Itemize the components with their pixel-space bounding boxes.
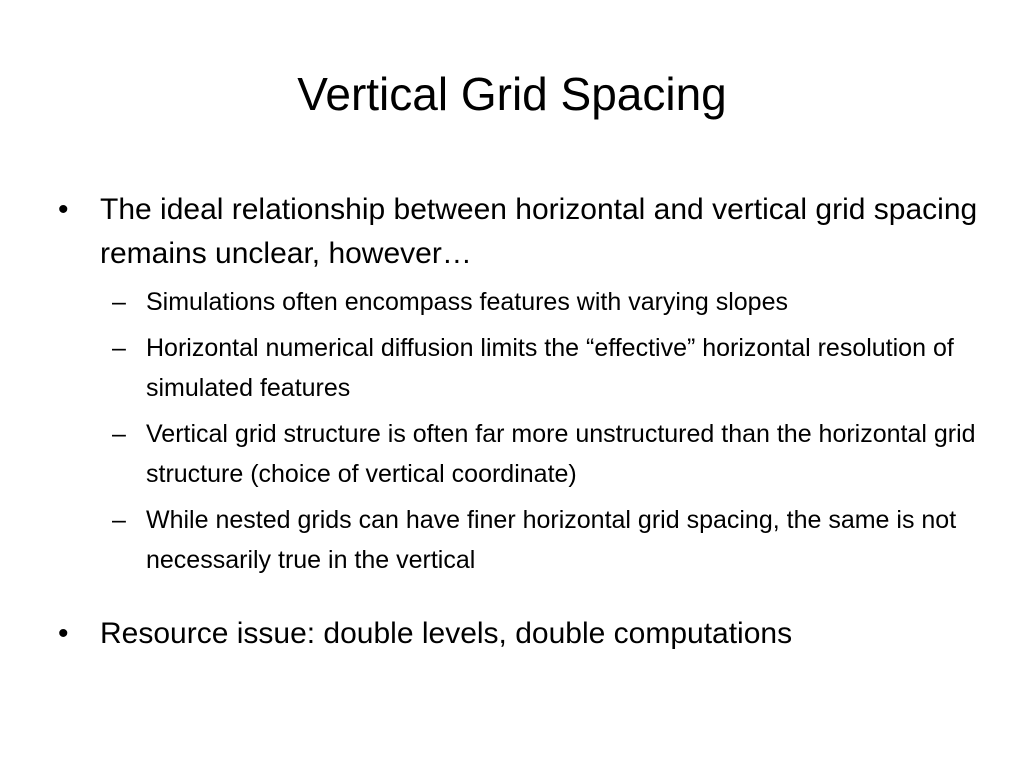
dash-marker: – (112, 420, 126, 448)
bullet-marker: • (58, 193, 69, 226)
dash-marker: – (112, 506, 126, 534)
bullet-item (56, 188, 986, 276)
sub-bullet-text: Simulations often encompass features with varying slopes (146, 288, 788, 316)
sub-bullet-text: Horizontal numerical diffusion limits the “effective” horizontal resolution of simulated features (146, 334, 954, 402)
sub-bullet-list (82, 282, 986, 580)
bullet-item (56, 612, 986, 656)
sub-bullet-item (82, 500, 986, 580)
dash-marker: – (112, 334, 126, 362)
bullet-text: Resource issue: double levels, double computations (100, 617, 793, 650)
sub-bullet-text: While nested grids can have finer horizontal grid spacing, the same is not necessarily true in the vertical (146, 506, 957, 574)
bullet-text: The ideal relationship between horizontal and vertical grid spacing remains unclear, however… (100, 193, 978, 270)
sub-bullet-item (82, 328, 986, 408)
slide-content (56, 188, 986, 656)
sub-bullet-item (82, 282, 986, 322)
bullet-marker: • (58, 617, 69, 650)
slide-title: Vertical Grid Spacing (297, 68, 727, 120)
dash-marker: – (112, 288, 126, 316)
sub-bullet-text: Vertical grid structure is often far more unstructured than the horizontal grid structure (choice of vertical coordinate) (146, 420, 976, 488)
sub-bullet-item (82, 414, 986, 494)
